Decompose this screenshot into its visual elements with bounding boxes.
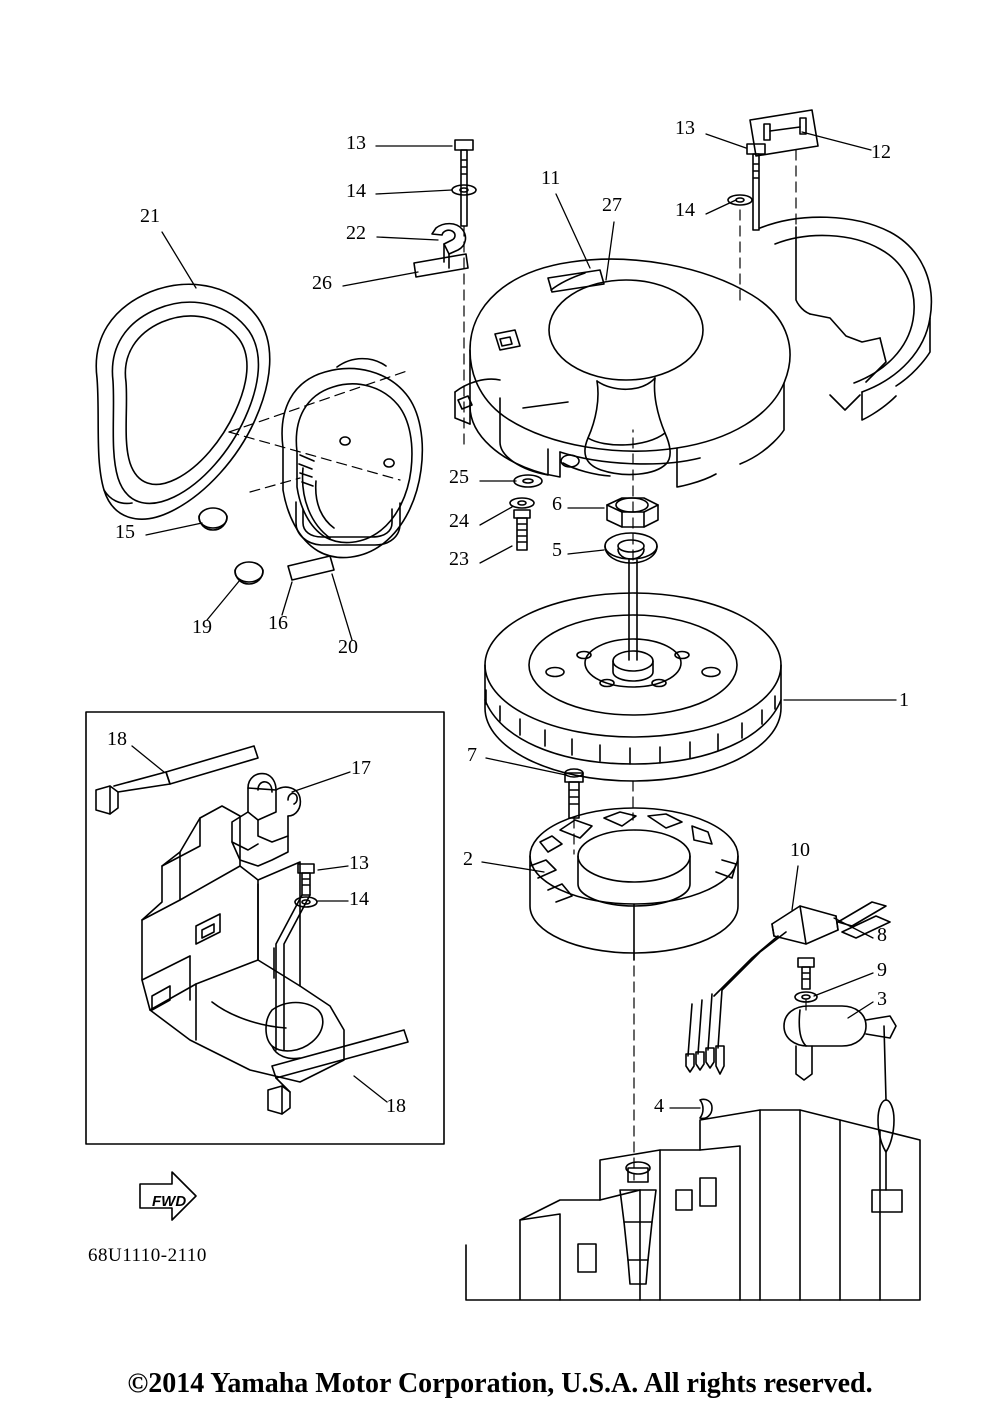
part-15-plug bbox=[199, 508, 227, 530]
part-8-bolt bbox=[798, 958, 814, 989]
callout-14-b: 14 bbox=[675, 199, 695, 221]
part-26-label bbox=[414, 254, 468, 277]
part-3-spark-plug-cap bbox=[784, 1006, 902, 1212]
part-17-holder bbox=[232, 774, 300, 866]
callout-8: 8 bbox=[877, 924, 887, 946]
leader-lines bbox=[132, 132, 896, 1108]
callout-14-c: 14 bbox=[349, 888, 369, 910]
callout-19: 19 bbox=[192, 616, 212, 638]
part-5-washer bbox=[605, 533, 657, 563]
callout-6: 6 bbox=[552, 493, 562, 515]
inset-bolt-shaft bbox=[276, 895, 310, 1050]
part-4-clip bbox=[700, 1099, 712, 1118]
wire-harness bbox=[686, 990, 724, 1074]
callout-15: 15 bbox=[115, 521, 135, 543]
callout-20: 20 bbox=[338, 636, 358, 658]
part-22-clip bbox=[432, 224, 465, 268]
callout-13-c: 13 bbox=[349, 852, 369, 874]
callout-16: 16 bbox=[268, 612, 288, 634]
engine-block bbox=[466, 1110, 920, 1300]
part-23-bolt bbox=[514, 510, 530, 550]
callout-10: 10 bbox=[790, 839, 810, 861]
callout-5: 5 bbox=[552, 539, 562, 561]
callout-23: 23 bbox=[449, 548, 469, 570]
callout-27: 27 bbox=[602, 194, 622, 216]
part-20-cover bbox=[282, 359, 422, 558]
callout-1: 1 bbox=[899, 689, 909, 711]
callout-21: 21 bbox=[140, 205, 160, 227]
callout-18-b: 18 bbox=[386, 1095, 406, 1117]
callout-13-b: 13 bbox=[675, 117, 695, 139]
part-18-tie-a bbox=[96, 746, 258, 814]
inset-box bbox=[86, 712, 444, 1144]
callout-11: 11 bbox=[541, 167, 561, 189]
callout-18-a: 18 bbox=[107, 728, 127, 750]
fwd-label: FWD bbox=[152, 1193, 187, 1210]
callout-12: 12 bbox=[871, 141, 891, 163]
fastener-14-b bbox=[728, 195, 752, 205]
fastener-14-a bbox=[452, 185, 476, 195]
callout-26: 26 bbox=[312, 272, 332, 294]
cowl-right-frame bbox=[760, 217, 931, 420]
part-2-stator bbox=[530, 808, 738, 960]
callout-22: 22 bbox=[346, 222, 366, 244]
callout-3: 3 bbox=[877, 988, 887, 1010]
callout-17: 17 bbox=[351, 757, 371, 779]
callout-24: 24 bbox=[449, 510, 469, 532]
part-21-seal bbox=[96, 284, 270, 519]
callout-14: 14 bbox=[346, 180, 366, 202]
fastener-13-a bbox=[455, 140, 473, 226]
part-1-flywheel bbox=[485, 560, 781, 781]
part-24-washer bbox=[510, 498, 534, 508]
fastener-13-b bbox=[747, 144, 765, 230]
diagram-part-number: 68U1110-2110 bbox=[88, 1245, 207, 1266]
callout-9: 9 bbox=[877, 959, 887, 981]
callout-4: 4 bbox=[654, 1095, 664, 1117]
callout-25: 25 bbox=[449, 466, 469, 488]
callout-2: 2 bbox=[463, 848, 473, 870]
part-7-bolt bbox=[565, 769, 583, 818]
copyright-notice: ©2014 Yamaha Motor Corporation, U.S.A. All rights reserved. bbox=[127, 1368, 873, 1399]
callout-13: 13 bbox=[346, 132, 366, 154]
part-16-label bbox=[288, 556, 334, 580]
callout-7: 7 bbox=[467, 744, 477, 766]
part-25-washer bbox=[514, 475, 542, 487]
